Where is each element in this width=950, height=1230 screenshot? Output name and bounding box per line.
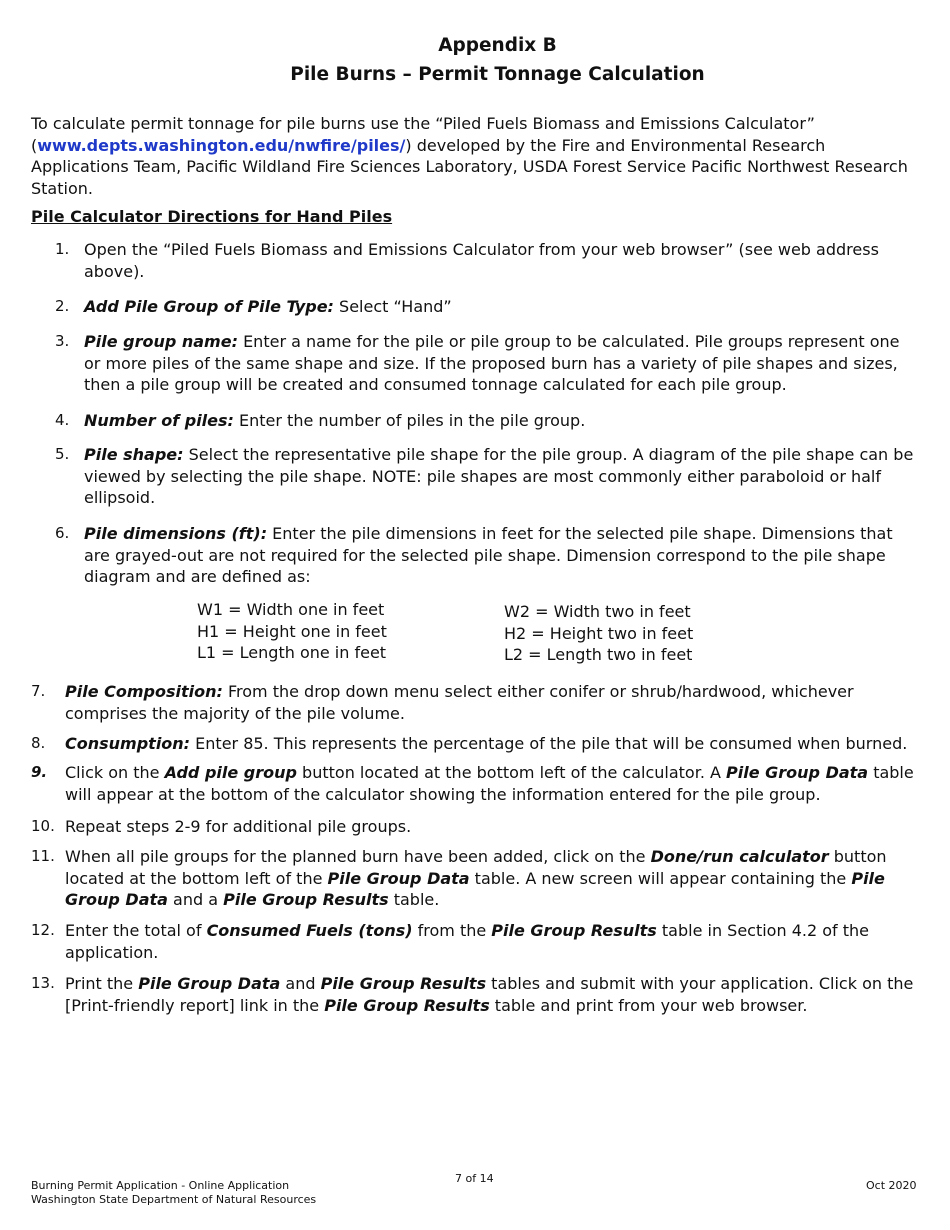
step-text: Enter the number of piles in the pile group. <box>233 411 586 430</box>
step-text: table in Section 4.2 of the application. <box>65 921 869 962</box>
step-text: and <box>280 974 321 993</box>
step-text: button located at the bottom left of the calculator. A <box>296 763 727 782</box>
step-text: table. A new screen will appear containing the <box>469 868 852 888</box>
pile-group-results-ref: Pile Group Results <box>320 974 487 993</box>
step-number: 3. <box>55 332 70 350</box>
dimension-w2: W2 = Width two in feet <box>504 602 691 621</box>
dimension-definitions-right <box>504 601 693 666</box>
footer-left <box>31 1179 316 1207</box>
dimension-w1: W1 = Width one in feet <box>197 600 385 619</box>
step-number: 5. <box>55 445 70 463</box>
page-title: Pile Burns – Permit Tonnage Calculation <box>290 64 705 85</box>
step-text: Open the “Piled Fuels Biomass and Emissions Calculator from your web browser” (see web address above). <box>84 240 879 281</box>
step-label: Add Pile Group of Pile Type: <box>84 297 334 316</box>
step-number: 12. <box>31 921 55 939</box>
step-number: 13. <box>31 974 55 992</box>
dimension-l1: L1 = Length one in feet <box>197 643 387 662</box>
footer-department: Washington State Department of Natural Resources <box>31 1193 317 1206</box>
step-text: table. <box>388 890 440 909</box>
intro-paragraph <box>31 113 911 199</box>
add-pile-group-ref: Add pile group <box>164 763 297 782</box>
pile-group-results-ref: Pile Group Results <box>491 921 657 940</box>
step-number: 4. <box>55 411 70 429</box>
pile-group-results-ref: Pile Group Results <box>324 995 490 1015</box>
step-label: Pile shape: <box>84 445 184 464</box>
footer-app-name: Burning Permit Application - Online Application <box>31 1179 290 1192</box>
step-label: Pile dimensions (ft): <box>84 524 268 543</box>
step-number: 7. <box>31 682 46 700</box>
step-number: 9. <box>31 763 48 781</box>
step-label: Number of piles: <box>84 411 234 430</box>
intro-text-after: ) developed by the Fire and Environmental Research Applications Team, Pacific Wildland Fire Sciences Laboratory, USDA Forest Service Pacific Northwest Research Station. <box>31 135 908 198</box>
pile-group-data-ref: Pile Group Data <box>138 974 281 993</box>
step-label: Pile Composition: <box>65 682 223 701</box>
step-text: button located at the bottom left of the <box>65 847 887 888</box>
step-text: Click on the <box>65 763 165 782</box>
step-text: Enter the total of <box>65 921 207 940</box>
pile-group-results-ref: Pile Group Results <box>223 890 389 909</box>
step-text: When all pile groups for the planned burn have been added, click on the <box>65 847 651 866</box>
step-number: 1. <box>55 240 70 258</box>
step-text: Print the <box>65 974 139 993</box>
step-text: Select the representative pile shape for the pile group. A diagram of the pile shape can be viewed by selecting the pile shape. NOTE: pile shapes are most commonly either paraboloid or half ellipsoid. <box>84 445 914 507</box>
footer-date: Oct 2020 <box>866 1179 917 1192</box>
step-text: Repeat steps 2-9 for additional pile groups. <box>65 817 412 836</box>
section-heading: Pile Calculator Directions for Hand Piles <box>31 207 393 226</box>
done-run-calculator-ref: Done/run calculator <box>650 847 829 866</box>
dimension-definitions-left <box>197 599 387 664</box>
page-number: 7 of 14 <box>455 1172 494 1185</box>
pile-group-data-ref: Pile Group Data <box>65 868 885 909</box>
consumed-fuels-ref: Consumed Fuels (tons) <box>206 921 413 940</box>
step-number: 8. <box>31 734 46 752</box>
dimension-h1: H1 = Height one in feet <box>197 621 387 641</box>
step-number: 2. <box>55 297 70 315</box>
step-label: Pile group name: <box>84 332 238 351</box>
step-text: Enter the pile dimensions in feet for the selected pile shape. Dimensions that are grayed-out are not required for the selected pile shape. Dimension correspond to the pile shape diagram and are defined as: <box>84 524 893 586</box>
intro-text-before: To calculate permit tonnage for pile burns use the “Piled Fuels Biomass and Emissions Calculator” ( <box>31 114 815 155</box>
step-text: table will appear at the bottom of the calculator showing the information entered for the pile group. <box>65 763 914 804</box>
step-number: 11. <box>31 847 55 865</box>
step-text: from the <box>412 921 492 940</box>
step-text: Enter a name for the pile or pile group to be calculated. Pile groups represent one or more piles of the same shape and size. If the proposed burn has a variety of pile shapes and sizes, then a pile group will be created and consumed tonnage calculated for each pile group. <box>84 332 900 394</box>
step-label: Consumption: <box>65 734 191 753</box>
dimension-h2: H2 = Height two in feet <box>504 623 694 643</box>
pile-group-data-ref: Pile Group Data <box>327 868 470 888</box>
step-text: From the drop down menu select either conifer or shrub/hardwood, whichever comprises the majority of the pile volume. <box>65 682 854 723</box>
step-number: 6. <box>55 524 70 542</box>
pile-group-data-ref: Pile Group Data <box>726 763 869 782</box>
appendix-title: Appendix B <box>438 35 557 56</box>
calculator-link[interactable]: www.depts.washington.edu/nwfire/piles/ <box>37 135 406 155</box>
step-text: table and print from your web browser. <box>489 995 808 1015</box>
dimension-l2: L2 = Length two in feet <box>504 645 693 664</box>
step-text: tables and submit with your application. Click on the [Print-friendly report] link in the <box>65 974 914 1015</box>
step-text: Select “Hand” <box>333 297 452 316</box>
step-number: 10. <box>31 817 55 835</box>
step-text: Enter 85. This represents the percentage of the pile that will be consumed when burned. <box>190 734 908 753</box>
step-text: and a <box>167 890 224 909</box>
